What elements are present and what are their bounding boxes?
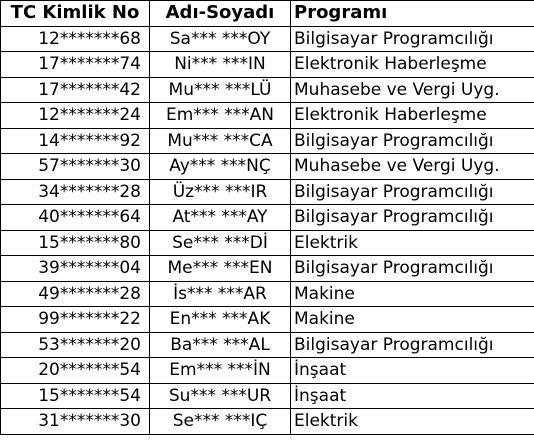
tc-kimlik-no-cell: 17*******74: [1, 52, 150, 78]
table-row: [1, 103, 534, 129]
adi-soyadi-cell: Üz*** ***IR: [150, 179, 291, 205]
adi-soyadi-cell: Mu*** ***CA: [150, 128, 291, 154]
tc-kimlik-no-cell: 15*******80: [1, 230, 150, 256]
tc-kimlik-no-cell: 15*******54: [1, 383, 150, 409]
tc-kimlik-no-cell: 14*******92: [1, 128, 150, 154]
header-row: [1, 1, 534, 27]
programi-cell: Bilgisayar Programcılığı: [291, 256, 534, 282]
header-tc-kimlik-no: TC Kimlik No: [1, 1, 150, 27]
table-row: [1, 128, 534, 154]
table-row: [1, 409, 534, 435]
programi-cell: Makine: [291, 281, 534, 307]
table-row: [1, 332, 534, 358]
tc-kimlik-no-cell: 12*******24: [1, 103, 150, 129]
programi-cell: Muhasebe ve Vergi Uyg.: [291, 154, 534, 180]
table-row: [1, 383, 534, 409]
adi-soyadi-cell: Sa*** ***OY: [150, 26, 291, 52]
tc-kimlik-no-cell: 20*******54: [1, 358, 150, 384]
table-row: [1, 230, 534, 256]
header-adi-soyadi: Adı-Soyadı: [150, 1, 291, 27]
programi-cell: Elektronik Haberleşme: [291, 52, 534, 78]
programi-cell: Elektrik: [291, 409, 534, 435]
programi-cell: Elektrik: [291, 230, 534, 256]
table-row: [1, 256, 534, 282]
tc-kimlik-no-cell: 39*******04: [1, 256, 150, 282]
header-programi: Programı: [291, 1, 534, 27]
programi-cell: Makine: [291, 307, 534, 333]
adi-soyadi-cell: En*** ***AK: [150, 307, 291, 333]
adi-soyadi-cell: Se*** ***Dİ: [150, 230, 291, 256]
adi-soyadi-cell: Me*** ***EN: [150, 256, 291, 282]
table-row: [1, 26, 534, 52]
adi-soyadi-cell: Ba*** ***AL: [150, 332, 291, 358]
programi-cell: Bilgisayar Programcılığı: [291, 205, 534, 231]
table-row: [1, 154, 534, 180]
tc-kimlik-no-cell: 12*******68: [1, 26, 150, 52]
table-row: [1, 179, 534, 205]
table-row: [1, 281, 534, 307]
table-header: [1, 1, 534, 27]
programi-cell: Bilgisayar Programcılığı: [291, 332, 534, 358]
programi-cell: Muhasebe ve Vergi Uyg.: [291, 77, 534, 103]
tc-kimlik-no-cell: 34*******28: [1, 179, 150, 205]
adi-soyadi-cell: Se*** ***IÇ: [150, 409, 291, 435]
programi-cell: Bilgisayar Programcılığı: [291, 128, 534, 154]
programi-cell: Elektronik Haberleşme: [291, 103, 534, 129]
table-row: [1, 307, 534, 333]
adi-soyadi-cell: Ni*** ***IN: [150, 52, 291, 78]
adi-soyadi-cell: At*** ***AY: [150, 205, 291, 231]
table-body: [1, 26, 534, 434]
adi-soyadi-cell: Mu*** ***LÜ: [150, 77, 291, 103]
tc-kimlik-no-cell: 57*******30: [1, 154, 150, 180]
tc-kimlik-no-cell: 49*******28: [1, 281, 150, 307]
adi-soyadi-cell: Su*** ***UR: [150, 383, 291, 409]
adi-soyadi-cell: Em*** ***AN: [150, 103, 291, 129]
table-row: [1, 205, 534, 231]
tc-kimlik-no-cell: 17*******42: [1, 77, 150, 103]
adi-soyadi-cell: Ay*** ***NÇ: [150, 154, 291, 180]
tc-kimlik-no-cell: 31*******30: [1, 409, 150, 435]
tc-kimlik-no-cell: 99*******22: [1, 307, 150, 333]
table-row: [1, 77, 534, 103]
programi-cell: İnşaat: [291, 358, 534, 384]
tc-kimlik-no-cell: 53*******20: [1, 332, 150, 358]
programi-cell: Bilgisayar Programcılığı: [291, 179, 534, 205]
table-row: [1, 52, 534, 78]
table-row: [1, 358, 534, 384]
tc-kimlik-no-cell: 40*******64: [1, 205, 150, 231]
adi-soyadi-cell: Em*** ***İN: [150, 358, 291, 384]
programi-cell: Bilgisayar Programcılığı: [291, 26, 534, 52]
adi-soyadi-cell: İs*** ***AR: [150, 281, 291, 307]
programi-cell: İnşaat: [291, 383, 534, 409]
